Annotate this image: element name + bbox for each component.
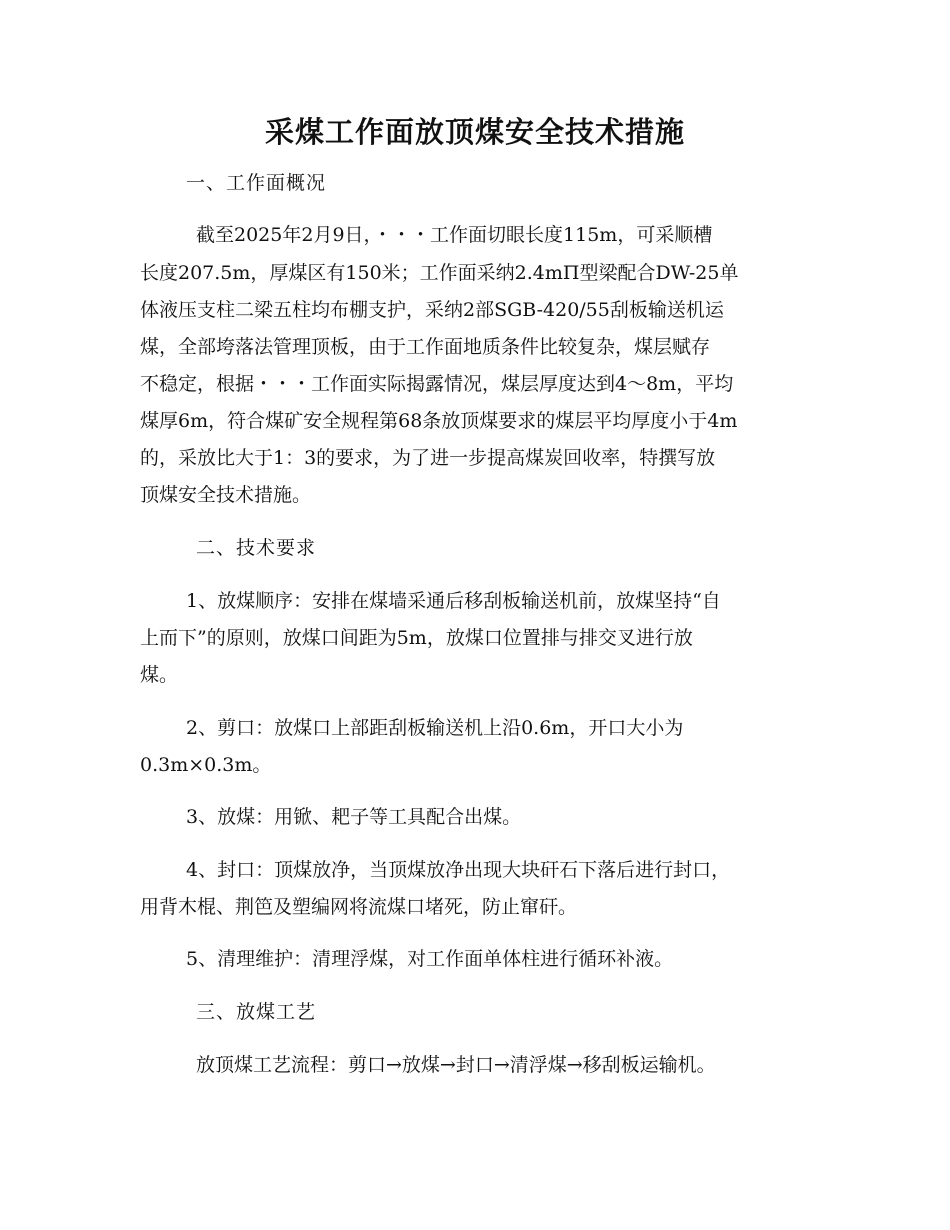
- requirement-item-line: 5、清理维护：清理浮煤，对工作面单体柱进行循环补液。: [186, 948, 674, 970]
- overview-paragraph-line: 的，采放比大于1：3的要求，为了进一步提高煤炭回收率，特撰写放: [140, 447, 716, 469]
- requirement-item-line: 0.3m×0.3m。: [140, 754, 272, 776]
- overview-paragraph-line: 截至2025年2月9日，・・・工作面切眼长度115m，可采顺槽: [196, 224, 713, 246]
- document-title: 采煤工作面放顶煤安全技术措施: [264, 115, 685, 149]
- requirement-item-line: 用背木棍、荆笆及塑编网将流煤口堵死，防止窜矸。: [140, 896, 578, 918]
- overview-paragraph-line: 煤厚6m，符合煤矿安全规程第68条放顶煤要求的煤层平均厚度小于4m: [140, 410, 738, 432]
- overview-paragraph-line: 不稳定，根据・・・工作面实际揭露情况，煤层厚度达到4～8m，平均: [140, 373, 734, 395]
- overview-paragraph-line: 长度207.5m，厚煤区有150米；工作面采纳2.4mΠ型梁配合DW-25单: [140, 262, 739, 284]
- process-flow-line: 放顶煤工艺流程：剪口→放煤→封口→清浮煤→移刮板运输机。: [196, 1054, 716, 1076]
- section-heading-process: 三、放煤工艺: [196, 1001, 317, 1023]
- requirement-item-line: 上而下”的原则，放煤口间距为5m，放煤口位置排与排交叉进行放: [140, 627, 693, 649]
- requirement-item-line: 1、放煤顺序：安排在煤墙采通后移刮板输送机前，放煤坚持“自: [186, 590, 721, 612]
- section-heading-overview: 一、工作面概况: [186, 172, 327, 194]
- requirement-item-line: 煤。: [140, 664, 179, 686]
- requirement-item-line: 3、放煤：用锨、耙子等工具配合出煤。: [186, 806, 522, 828]
- requirement-item-line: 2、剪口：放煤口上部距刮板输送机上沿0.6m，开口大小为: [186, 717, 684, 739]
- overview-paragraph-line: 煤，全部垮落法管理顶板，由于工作面地质条件比较复杂，煤层赋存: [140, 336, 711, 358]
- section-heading-technical-requirements: 二、技术要求: [196, 537, 317, 559]
- overview-paragraph-line: 顶煤安全技术措施。: [140, 484, 312, 506]
- overview-paragraph-line: 体液压支柱二梁五柱均布棚支护，采纳2部SGB-420/55刮板输送机运: [140, 299, 724, 321]
- requirement-item-line: 4、封口：顶煤放净，当顶煤放净出现大块矸石下落后进行封口，: [186, 859, 731, 881]
